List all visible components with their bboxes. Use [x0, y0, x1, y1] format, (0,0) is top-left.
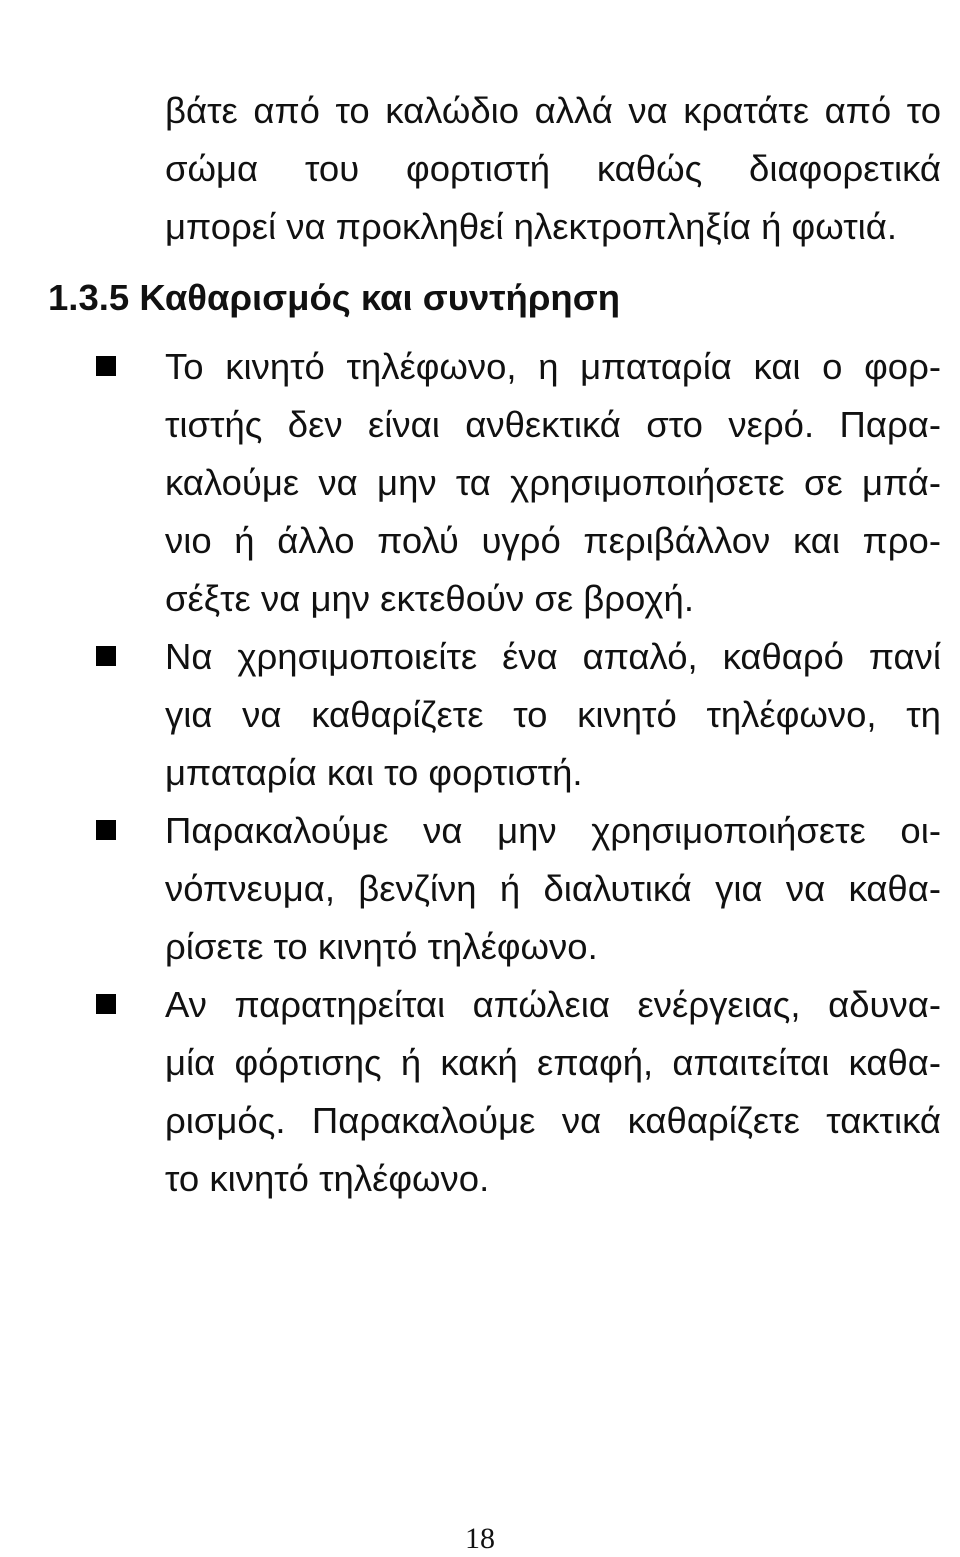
intro-line: σώμα του φορτιστή καθώς διαφορετικά	[165, 148, 941, 189]
page-number: 18	[465, 1522, 495, 1555]
section-heading: 1.3.5 Καθαρισμός και συντήρηση	[48, 277, 620, 318]
intro-line: μπορεί να προκληθεί ηλεκτροπληξία ή φωτιά.	[165, 206, 897, 247]
intro-line: βάτε από το καλώδιο αλλά να κρατάτε από το	[165, 90, 941, 131]
bullet-line: το κινητό τηλέφωνο.	[165, 1158, 490, 1199]
square-bullet-icon	[96, 820, 116, 840]
bullet-line: νόπνευμα, βενζίνη ή διαλυτικά για να καθα-	[165, 868, 941, 909]
bullet-line: σέξτε να μην εκτεθούν σε βροχή.	[165, 578, 694, 619]
square-bullet-icon	[96, 646, 116, 666]
bullet-line: ρισμός. Παρακαλούμε να καθαρίζετε τακτικά	[165, 1100, 941, 1141]
bullet-line: μπαταρία και το φορτιστή.	[165, 752, 583, 793]
bullet-line: ρίσετε το κινητό τηλέφωνο.	[165, 926, 598, 967]
bullet-line: νιο ή άλλο πολύ υγρό περιβάλλον και προ-	[165, 520, 941, 561]
bullet-line: Το κινητό τηλέφωνο, η μπαταρία και ο φορ-	[165, 346, 941, 387]
bullet-line: καλούμε να μην τα χρησιμοποιήσετε σε μπά-	[165, 462, 941, 503]
bullet-line: Να χρησιμοποιείτε ένα απαλό, καθαρό πανί	[165, 636, 941, 677]
square-bullet-icon	[96, 994, 116, 1014]
bullet-line: μία φόρτισης ή κακή επαφή, απαιτείται καθα-	[165, 1042, 941, 1083]
bullet-line: Παρακαλούμε να μην χρησιμοποιήσετε οι-	[165, 810, 941, 851]
bullet-line: Αν παρατηρείται απώλεια ενέργειας, αδυνα-	[165, 984, 941, 1025]
square-bullet-icon	[96, 356, 116, 376]
bullet-line: τιστής δεν είναι ανθεκτικά στο νερό. Παρα-	[165, 404, 941, 445]
bullet-line: για να καθαρίζετε το κινητό τηλέφωνο, τη	[165, 694, 941, 735]
